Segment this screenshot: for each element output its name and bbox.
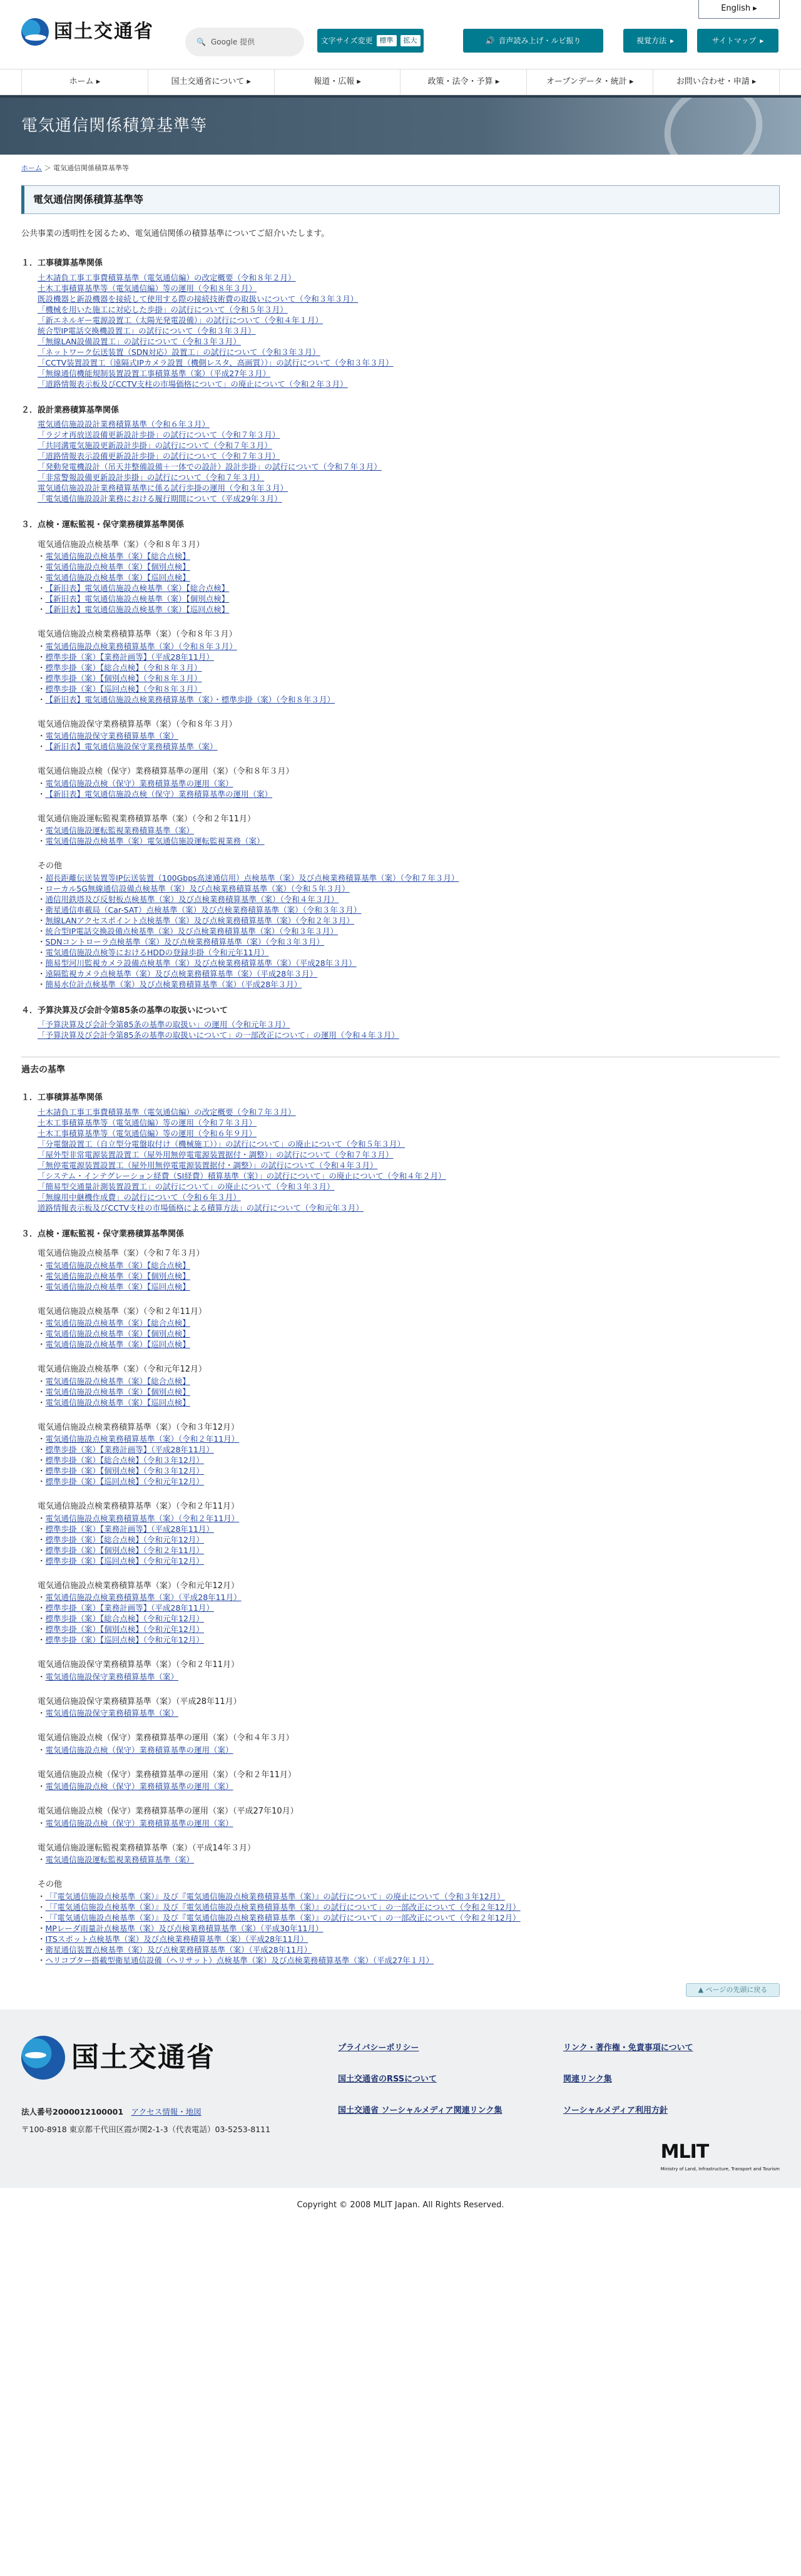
section-heading: ３．点検・運転監視・保守業務積算基準関係 bbox=[21, 520, 185, 530]
standard-link[interactable]: ・ 簡易型河川監視カメラ設備点検基準（案）及び点検業務積算基準（案）（平成28年３月） bbox=[38, 958, 780, 968]
standard-link[interactable]: ・ 標準歩掛（案）【総合点検】（令和８年３月） bbox=[38, 662, 780, 673]
standard-link[interactable]: ・ 「『電気通信施設点検基準（案）』及び『電気通信施設点検業務積算基準（案）』の試行について」の一部改正について（令和２年12月） bbox=[38, 1912, 780, 1923]
text-size-label: 文字サイズ変更 bbox=[320, 36, 373, 45]
antenna-dish-icon bbox=[650, 95, 777, 155]
standard-link[interactable]: ・ 標準歩掛（案）【業務計画等】（平成28年11月） bbox=[38, 1603, 780, 1613]
standard-link[interactable]: ・ 【新旧表】電気通信施設保守業務積算基準（案） bbox=[38, 741, 780, 752]
language-label: English bbox=[721, 4, 751, 13]
footer-site-name: 国土交通省 bbox=[71, 2041, 215, 2073]
standard-link[interactable]: 「新エネルギー電源設置工（太陽光発電設備）」の試行について（令和４年１月） bbox=[38, 315, 324, 325]
standard-link[interactable]: ・ 標準歩掛（案）【個別点検】（令和元年12月） bbox=[38, 1624, 780, 1634]
standard-link[interactable]: ・ 標準歩掛（案）【巡回点検】（令和８年３月） bbox=[38, 684, 780, 694]
section-heading: １．工事積算基準関係 bbox=[21, 259, 103, 268]
standard-link[interactable]: ・ SDNコントローラ点検基準（案）及び点検業務積算基準（案）（令和３年３月） bbox=[38, 936, 780, 947]
standard-link[interactable]: 既設機器と新設機器を接続して使用する際の接続技術費の取扱いについて（令和３年３月） bbox=[38, 294, 359, 304]
site-name: 国土交通省 bbox=[54, 21, 154, 43]
group-links bbox=[38, 1434, 780, 1487]
link-group bbox=[38, 1363, 780, 1408]
standard-link[interactable]: ・ 電気通信施設点検基準（案）【個別点検】 bbox=[38, 1387, 780, 1397]
group-links bbox=[38, 1781, 780, 1792]
group-links bbox=[38, 551, 780, 615]
standard-link[interactable]: ・ 電気通信施設点検基準（案）【個別点検】 bbox=[38, 1328, 780, 1339]
group-links bbox=[38, 1260, 780, 1292]
standard-link[interactable]: 「無線LAN設備設置工」の試行について（令和３年３月） bbox=[38, 336, 241, 346]
standard-link[interactable]: ・ 電気通信施設点検等におけるHDDの登録歩掛（令和元年11月） bbox=[38, 947, 780, 958]
standard-link[interactable]: 「簡易型交通量計測装置設置工」の試行について」の廃止について（令和３年３月） bbox=[38, 1181, 335, 1191]
group-title: 電気通信施設点検（保守）業務積算基準の運用（案）（令和４年３月） bbox=[38, 1733, 294, 1743]
text-size-large-button[interactable]: 拡大 bbox=[400, 35, 421, 47]
visual-guide-button[interactable]: 視覚方法 ▸ bbox=[623, 29, 687, 53]
link-group bbox=[38, 1580, 780, 1646]
standard-link[interactable]: ・ 電気通信施設保守業務積算基準（案） bbox=[38, 731, 780, 741]
group-title: 電気通信施設保守業務積算基準（案）（平成28年11月） bbox=[38, 1696, 242, 1706]
group-title: 電気通信施設点検業務積算基準（案）（令和８年３月） bbox=[38, 630, 237, 639]
text-size-standard-button[interactable]: 標準 bbox=[377, 35, 397, 47]
group-title: 電気通信施設点検業務積算基準（案）（令和３年12月） bbox=[38, 1422, 240, 1432]
link-group bbox=[38, 860, 780, 990]
group-links bbox=[38, 1818, 780, 1829]
standard-link[interactable]: ・ 電気通信施設点検基準（案）【個別点検】 bbox=[38, 562, 780, 572]
link-group bbox=[38, 766, 780, 799]
standard-link[interactable]: ・ 【新旧表】電気通信施設点検基準（案）【個別点検】 bbox=[38, 593, 780, 604]
group-links bbox=[38, 1671, 780, 1682]
sitemap-button[interactable]: サイトマップ ▸ bbox=[697, 29, 778, 53]
standard-link[interactable]: ・ 電気通信施設点検基準（案）【巡回点検】 bbox=[38, 572, 780, 583]
standard-link[interactable]: 統合型IP電話交換機設置工」の試行について（令和３年３月） bbox=[38, 326, 256, 336]
link-group bbox=[38, 1842, 780, 1865]
group-title: 電気通信施設運転監視業務積算基準（案）（平成14年３月） bbox=[38, 1843, 256, 1853]
standard-link[interactable]: ・ 遠隔監視カメラ点検基準（案）及び点検業務積算基準（案）（平成28年３月） bbox=[38, 968, 780, 979]
footer-col-1 bbox=[338, 2041, 502, 2135]
standard-link[interactable]: 土木工事積算基準等（電気通信編）等の運用（令和８年３月） bbox=[38, 283, 257, 293]
standard-link[interactable]: ・ 電気通信施設保守業務積算基準（案） bbox=[38, 1671, 780, 1682]
group-links bbox=[38, 1513, 780, 1566]
link-group bbox=[38, 813, 780, 847]
corporate-number: 法人番号2000012100001 bbox=[21, 2106, 124, 2117]
text-size-control bbox=[317, 29, 424, 53]
standard-link[interactable]: ・ ローカル5G無線通信設備点検基準（案）及び点検業務積算基準（案）（令和５年３月） bbox=[38, 883, 780, 894]
standard-link[interactable]: 「発動発電機設計（吊天井整備設備＋一体での設計）設計歩掛」の試行について（令和７年３月） bbox=[38, 462, 382, 471]
standard-link[interactable]: ・ 電気通信施設点検基準（案）【個別点検】 bbox=[38, 1271, 780, 1281]
group-title: 電気通信施設運転監視業務積算基準（案）（令和２年11月） bbox=[38, 814, 256, 824]
standard-link[interactable]: ・ 【新旧表】電気通信施設点検（保守）業務積算基準の運用（案） bbox=[38, 789, 780, 799]
hero-title: 電気通信関係積算基準等 bbox=[21, 116, 208, 135]
standard-link[interactable]: ・ 電気通信施設点検（保守）業務積算基準の運用（案） bbox=[38, 778, 780, 789]
link-group bbox=[38, 1306, 780, 1350]
group-title: その他 bbox=[38, 1880, 63, 1889]
standard-link[interactable]: 「予算決算及び会計令第85条の基準の取扱い」の運用（令和元年３月） bbox=[38, 1020, 290, 1029]
group-title: 電気通信施設点検業務積算基準（案）（令和元年12月） bbox=[38, 1581, 240, 1591]
footer-info bbox=[21, 2103, 270, 2138]
standard-link[interactable]: ・ 衛星通信車載局（Car-SAT）点検基準（案）及び点検業務積算基準（案）（令和３年３月） bbox=[38, 905, 780, 915]
standard-link[interactable]: ・ 簡易水位計点検基準（案）及び点検業務積算基準（案）（平成28年３月） bbox=[38, 979, 780, 990]
section-heading: ４．予算決算及び会計令第85条の基準の取扱いについて bbox=[21, 1005, 228, 1015]
link-group bbox=[38, 719, 780, 752]
standard-link[interactable]: ・ MPレーダ雨量計点検基準（案）及び点検業務積算基準（案）（平成30年11月） bbox=[38, 1923, 780, 1934]
standard-link[interactable]: 「無線用中継機作成費」の試行について（令和６年３月） bbox=[38, 1192, 241, 1202]
standard-link[interactable]: ・ 電気通信施設点検業務積算基準（案）（令和２年11月） bbox=[38, 1434, 780, 1444]
standard-link[interactable]: 土木請負工事工事費積算基準（電気通信編）の改定概要（令和８年２月） bbox=[38, 272, 296, 282]
standard-link[interactable]: ・ 電気通信施設点検（保守）業務積算基準の運用（案） bbox=[38, 1818, 780, 1829]
standard-link[interactable]: ・ 標準歩掛（案）【個別点検】（令和３年12月） bbox=[38, 1465, 780, 1476]
past-title: 過去の基準 bbox=[21, 1065, 65, 1075]
standard-link[interactable]: 道路情報表示板及びCCTV支柱の市場価格による積算方法」の試行について（令和元年３月） bbox=[38, 1203, 364, 1213]
standard-link[interactable]: ・ 電気通信施設点検（保守）業務積算基準の運用（案） bbox=[38, 1745, 780, 1755]
group-links bbox=[38, 778, 780, 799]
standard-link[interactable]: ・ 電気通信施設点検基準（案）【巡回点検】 bbox=[38, 1281, 780, 1292]
standard-link[interactable]: 「道路情報表示板及びCCTV支柱の市場価格について」の廃止について（令和２年３月） bbox=[38, 379, 348, 389]
standard-link[interactable]: 「無線通信機能規制装置設置工事積算基準（案）（平成27年３月） bbox=[38, 368, 271, 378]
group-links bbox=[38, 1708, 780, 1718]
nav-contact[interactable]: お問い合わせ・申請 ▸ bbox=[653, 69, 780, 95]
standard-link[interactable]: ・ 標準歩掛（案）【個別点検】（令和２年11月） bbox=[38, 1545, 780, 1556]
group-title: 電気通信施設点検基準（案）（令和２年11月） bbox=[38, 1306, 207, 1316]
voice-ruby-label: 音声読み上げ・ルビ振り bbox=[498, 36, 581, 45]
group-title: その他 bbox=[38, 861, 63, 871]
link-group bbox=[38, 1248, 780, 1292]
standard-link[interactable]: 「ラジオ再放送設備更新設計歩掛」の試行について（令和７年３月） bbox=[38, 430, 280, 439]
past-inspection-groups bbox=[38, 1248, 780, 1966]
standard-link[interactable]: ・ 電気通信施設点検基準（案）【総合点検】 bbox=[38, 1318, 780, 1328]
link-group bbox=[38, 1879, 780, 1966]
section-heading: ２．設計業務積算基準関係 bbox=[21, 405, 120, 415]
group-title: 電気通信施設保守業務積算基準（案）（令和８年３月） bbox=[38, 719, 237, 729]
link-group bbox=[38, 1769, 780, 1792]
standard-link[interactable]: ・ 電気通信施設点検基準（案）【巡回点検】 bbox=[38, 1339, 780, 1350]
standard-link[interactable]: 土木工事積算基準等（電気通信編）等の運用（令和６年９月） bbox=[38, 1128, 257, 1138]
standard-link[interactable]: ・ 標準歩掛（案）【総合点検】（令和元年12月） bbox=[38, 1613, 780, 1624]
link-group bbox=[38, 1805, 780, 1829]
standard-link[interactable]: ・ 電気通信施設点検業務積算基準（案）（令和２年11月） bbox=[38, 1513, 780, 1524]
group-title: 電気通信施設点検（保守）業務積算基準の運用（案）（平成27年10月） bbox=[38, 1807, 298, 1816]
related-links-link[interactable]: 関連リンク集 bbox=[563, 2074, 612, 2084]
section-block bbox=[21, 257, 780, 389]
section-block bbox=[21, 404, 780, 505]
group-links bbox=[38, 731, 780, 752]
past-section-inspection bbox=[21, 1228, 780, 1966]
standard-link[interactable]: ・ 電気通信施設点検基準（案）電気通信施設運転監視業務（案） bbox=[38, 836, 780, 846]
standard-link[interactable]: ・ ITSスポット点検基準（案）及び点検業務積算基準（案）（平成28年11月） bbox=[38, 1934, 780, 1944]
page-title: 電気通信関係積算基準等 bbox=[21, 185, 780, 214]
nav-home[interactable]: ホーム ▸ bbox=[21, 69, 148, 95]
standard-link[interactable]: 「分電盤設置工（自立型分電盤取付け（機械施工））」の試行について」の廃止について（令和５年３月） bbox=[38, 1139, 406, 1149]
standard-link[interactable]: ・ ヘリコプター搭載型衛星通信設備（ヘリサット）点検基準（案）及び点検業務積算基準（案）（平成27年１月） bbox=[38, 1955, 780, 1966]
standard-link[interactable]: 「電気通信施設設計業務における履行期間について（平成29年３月） bbox=[38, 494, 282, 503]
copyright: Copyright © 2008 MLIT Japan. All Rights Reserved. bbox=[0, 2188, 801, 2222]
site-logo[interactable] bbox=[21, 18, 154, 46]
mlit-emblem-icon bbox=[21, 2036, 65, 2080]
link-group bbox=[38, 1422, 780, 1487]
visual-guide-label: 視覚方法 bbox=[636, 36, 666, 45]
standard-link[interactable]: ・ 標準歩掛（案）【業務計画等】（平成28年11月） bbox=[38, 652, 780, 662]
past-section-construction bbox=[21, 1092, 780, 1213]
section-heading: １．工事積算基準関係 bbox=[21, 1093, 103, 1102]
link-group bbox=[38, 1659, 780, 1682]
nav-about[interactable]: 国土交通省について ▸ bbox=[148, 69, 274, 95]
breadcrumb-home[interactable]: ホーム bbox=[21, 164, 42, 172]
group-links bbox=[38, 1318, 780, 1350]
main-content bbox=[0, 174, 801, 1966]
mlit-emblem-icon bbox=[21, 18, 49, 46]
standard-link[interactable]: ・ 無線LANアクセスポイント点検基準（案）及び点検業務積算基準（案）（令和２年３月） bbox=[38, 915, 780, 926]
standard-link[interactable]: ・ 標準歩掛（案）【巡回点検】（令和元年12月） bbox=[38, 1476, 780, 1487]
link-group bbox=[38, 1501, 780, 1566]
group-title: 電気通信施設点検業務積算基準（案）（令和２年11月） bbox=[38, 1502, 240, 1511]
access-link[interactable]: アクセス情報・地図 bbox=[131, 2106, 202, 2117]
link-group bbox=[38, 539, 780, 615]
language-switch[interactable]: English ▸ bbox=[698, 0, 780, 19]
social-policy-link[interactable]: ソーシャルメディア利用方針 bbox=[563, 2105, 668, 2115]
standard-link[interactable]: ・ 電気通信施設点検業務積算基準（案）（平成28年11月） bbox=[38, 1592, 780, 1603]
standard-link[interactable]: 「無停電電源装置設置工（屋外用無停電電源装置据付・調整）」の試行について（令和４年３月） bbox=[38, 1160, 378, 1170]
rss-link[interactable]: 国土交通省のRSSについて bbox=[338, 2074, 437, 2084]
standard-link[interactable]: ・ 衛星通信装置点検基準（案）及び点検業務積算基準（案）（平成28年11月） bbox=[38, 1944, 780, 1955]
section-budget bbox=[21, 1005, 780, 1041]
group-title: 電気通信施設保守業務積算基準（案）（令和２年11月） bbox=[38, 1660, 240, 1670]
group-title: 電気通信施設点検（保守）業務積算基準の運用（案）（令和８年３月） bbox=[38, 767, 294, 776]
speaker-icon: 🔊 bbox=[485, 36, 495, 45]
standard-link[interactable]: 「屋外型非常電源装置設置工（屋外用無停電電源装置据付・調整）」の試行について（令和７年３月） bbox=[38, 1149, 394, 1159]
page-top-button[interactable]: ▲ ページの先頭に戻る bbox=[686, 1983, 780, 1997]
social-links-link[interactable]: 国土交通省 ソーシャルメディア関連リンク集 bbox=[338, 2105, 503, 2115]
global-nav bbox=[0, 69, 801, 95]
standard-link[interactable]: ・ 通信用鉄塔及び反射板点検基準（案）及び点検業務積算基準（案）（令和４年３月） bbox=[38, 894, 780, 905]
voice-ruby-button[interactable] bbox=[463, 29, 603, 53]
privacy-policy-link[interactable]: プライバシーポリシー bbox=[338, 2043, 419, 2053]
group-links bbox=[38, 1854, 780, 1865]
standard-link[interactable]: 電気通信施設設計業務積算基準（令和６年３月） bbox=[38, 419, 210, 429]
group-links bbox=[38, 641, 780, 705]
standard-link[interactable]: ・ 【新旧表】電気通信施設点検業務積算基準（案）・標準歩掛（案）（令和８年３月） bbox=[38, 694, 780, 705]
standard-link[interactable]: ・ 電気通信施設保守業務積算基準（案） bbox=[38, 1708, 780, 1718]
group-links bbox=[38, 1592, 780, 1645]
standard-link[interactable]: ・ 標準歩掛（案）【総合点検】（令和３年12月） bbox=[38, 1455, 780, 1465]
copyright-disclaimer-link[interactable]: リンク・著作権・免責事項について bbox=[563, 2043, 693, 2053]
standard-link[interactable]: 「非常警報設備更新設計歩掛」の試行について（令和７年３月） bbox=[38, 473, 265, 482]
group-title: 電気通信施設点検基準（案）（令和８年３月） bbox=[38, 540, 205, 550]
group-links bbox=[38, 1376, 780, 1408]
search-placeholder: Google 提供 bbox=[210, 38, 255, 46]
nav-press[interactable]: 報道・広報 ▸ bbox=[274, 69, 400, 95]
link-group bbox=[38, 1696, 780, 1719]
footer bbox=[0, 2009, 801, 2188]
standard-link[interactable]: ・ 標準歩掛（案）【業務計画等】（平成28年11月） bbox=[38, 1444, 780, 1455]
standard-link[interactable]: ・ 標準歩掛（案）【総合点検】（令和元年12月） bbox=[38, 1534, 780, 1545]
standard-link[interactable]: 「共同溝電気施設更新設計歩掛」の試行について（令和７年３月） bbox=[38, 441, 272, 450]
group-title: 電気通信施設点検（保守）業務積算基準の運用（案）（令和２年11月） bbox=[38, 1770, 297, 1780]
standard-link[interactable]: ・ 【新旧表】電気通信施設点検基準（案）【巡回点検】 bbox=[38, 604, 780, 615]
standard-link[interactable]: ・ 電気通信施設点検業務積算基準（案）（令和８年３月） bbox=[38, 641, 780, 652]
standard-link[interactable]: ・ 電気通信施設点検基準（案）【総合点検】 bbox=[38, 1260, 780, 1271]
nav-opendata[interactable]: オープンデータ・統計 ▸ bbox=[526, 69, 653, 95]
standard-link[interactable]: ・ 電気通信施設点検基準（案）【総合点検】 bbox=[38, 1376, 780, 1387]
address: 〒100-8918 東京都千代田区霞が関2-1-3（代表電話）03-5253-8111 bbox=[21, 2124, 271, 2134]
search-icon: 🔍 bbox=[196, 38, 206, 46]
search-input[interactable] bbox=[185, 28, 304, 56]
mlit-wordmark: MLIT Ministry of Land, Infrastructure, Transport and Tourism bbox=[660, 2140, 780, 2172]
section-links bbox=[38, 419, 780, 504]
standard-link[interactable]: ・ 【新旧表】電気通信施設点検基準（案）【総合点検】 bbox=[38, 583, 780, 593]
standard-link[interactable]: ・ 標準歩掛（案）【巡回点検】（令和元年12月） bbox=[38, 1556, 780, 1566]
past-standards bbox=[21, 1057, 780, 1966]
standard-link[interactable]: ・ 電気通信施設点検（保守）業務積算基準の運用（案） bbox=[38, 1781, 780, 1792]
standard-link[interactable]: ・ 電気通信施設点検基準（案）【巡回点検】 bbox=[38, 1397, 780, 1408]
group-title: 電気通信施設点検基準（案）（令和７年３月） bbox=[38, 1249, 205, 1258]
standard-link[interactable]: ・ 標準歩掛（案）【個別点検】（令和８年３月） bbox=[38, 673, 780, 684]
standard-link[interactable]: ・ 標準歩掛（案）【業務計画等】（平成28年11月） bbox=[38, 1524, 780, 1534]
section-heading: ３．点検・運転監視・保守業務積算基準関係 bbox=[21, 1229, 185, 1239]
standard-link[interactable]: 「CCTV装置設置工（遠隔式IPカメラ設置（機側レスタ、高画質））」の試行について（令和３年３月） bbox=[38, 357, 394, 367]
nav-policy[interactable]: 政策・法令・予算 ▸ bbox=[400, 69, 526, 95]
intro-text: 公共事業の透明性を図るため、電気通信関係の積算基準についてご紹介いたします。 bbox=[21, 228, 330, 239]
standard-link[interactable]: 「機械を用いた施工に対応した歩掛」の試行について（令和５年３月） bbox=[38, 304, 288, 314]
footer-col-2 bbox=[563, 2041, 693, 2135]
link-group bbox=[38, 629, 780, 705]
group-links bbox=[38, 873, 780, 990]
standard-link[interactable]: ・ 「『電気通信施設点検基準（案）』及び『電気通信施設点検業務積算基準（案）』の試行について」の一部改正について（令和２年12月） bbox=[38, 1902, 780, 1912]
group-links bbox=[38, 825, 780, 846]
group-title: 電気通信施設点検基準（案）（令和元年12月） bbox=[38, 1365, 207, 1374]
standard-link[interactable]: 土木請負工事工事費積算基準（電気通信編）の改定概要（令和７年３月） bbox=[38, 1107, 296, 1117]
breadcrumb: ホーム ＞ 電気通信関係積算基準等 bbox=[21, 164, 129, 172]
standard-link[interactable]: 「システム・インテグレーション経費（SI経費）積算基準（案）」の試行について」の廃止について（令和４年２月） bbox=[38, 1171, 446, 1181]
standard-link[interactable]: ・ 標準歩掛（案）【巡回点検】（令和元年12月） bbox=[38, 1634, 780, 1645]
link-group bbox=[38, 1732, 780, 1755]
standard-link[interactable]: ・ 電気通信施設運転監視業務積算基準（案） bbox=[38, 825, 780, 836]
standard-link[interactable]: ・ 「『電気通信施設点検基準（案）』及び『電気通信施設点検業務積算基準（案）』の試行について」の廃止について（令和３年12月） bbox=[38, 1891, 780, 1902]
section-links bbox=[38, 272, 780, 389]
group-links bbox=[38, 1745, 780, 1755]
inspection-groups bbox=[38, 539, 780, 990]
standard-link[interactable]: 「道路情報表示設備更新設計歩掛」の試行について（令和７年３月） bbox=[38, 451, 280, 461]
standard-link[interactable]: 「ネットワーク伝送装置（SDN対応）設置工」の試行について（令和３年３月） bbox=[38, 347, 320, 357]
group-links bbox=[38, 1891, 780, 1966]
standard-link[interactable]: 電気通信施設設計業務積算基準に係る試行歩掛の運用（令和３年３月） bbox=[38, 483, 288, 493]
current-standards bbox=[21, 257, 780, 504]
standard-link[interactable]: ・ 超長距離伝送装置等IP伝送装置（100Gbps高速通信用）点検基準（案）及び点検業務積算基準（案）（令和７年３月） bbox=[38, 873, 780, 883]
breadcrumb-current: 電気通信関係積算基準等 bbox=[53, 164, 129, 172]
footer-logo[interactable] bbox=[21, 2036, 215, 2080]
standard-link[interactable]: ・ 統合型IP電話交換設備点検基準（案）及び点検業務積算基準（案）（令和３年３月） bbox=[38, 926, 780, 936]
hero-banner bbox=[0, 95, 801, 155]
standard-link[interactable]: 土木工事積算基準等（電気通信編）等の運用（令和７年３月） bbox=[38, 1117, 257, 1127]
standard-link[interactable]: 「予算決算及び会計令第85条の基準の取扱いについて」の一部改正について」の運用（令和４年３月） bbox=[38, 1030, 399, 1040]
standard-link[interactable]: ・ 電気通信施設点検基準（案）【総合点検】 bbox=[38, 551, 780, 562]
standard-link[interactable]: ・ 電気通信施設運転監視業務積算基準（案） bbox=[38, 1854, 780, 1865]
section-inspection bbox=[21, 519, 780, 990]
sitemap-label: サイトマップ bbox=[712, 36, 757, 45]
header bbox=[0, 0, 801, 69]
